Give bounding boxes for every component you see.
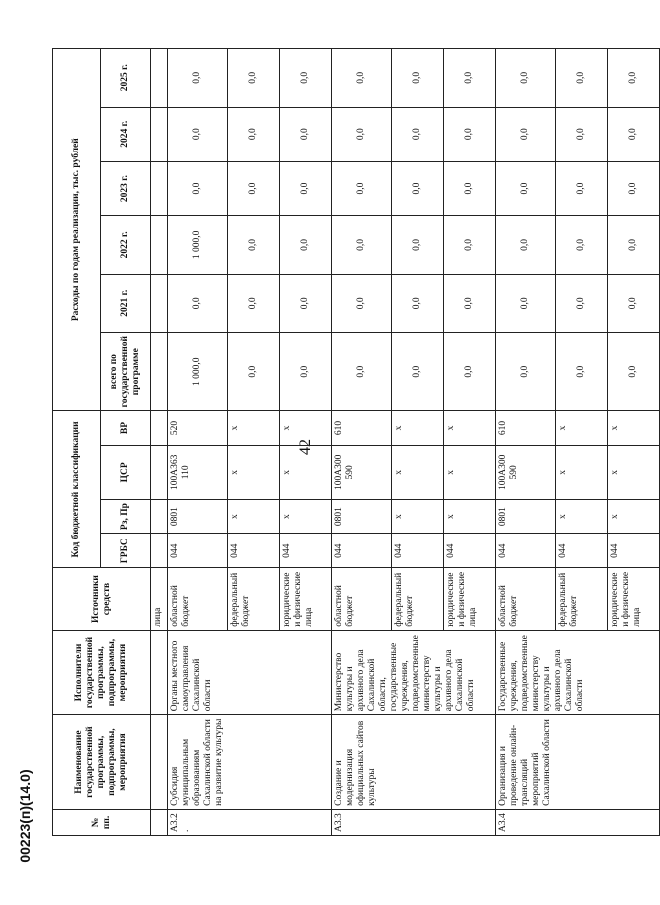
- cell-vr: х: [392, 411, 444, 445]
- cell-grbs: 044: [392, 534, 444, 568]
- cell-rzpr: 0801: [168, 499, 228, 533]
- document-stamp-code: 00223(п)(14.0): [17, 769, 33, 863]
- cell-total: 0,0: [228, 332, 280, 410]
- cell-csr: 100А363 110: [168, 445, 228, 499]
- cell-2025: 0,0: [228, 49, 280, 108]
- cell-vr: х: [608, 411, 660, 445]
- cell-grbs: 044: [332, 534, 392, 568]
- cell-2021: 0,0: [496, 274, 556, 332]
- cell-grbs: 044: [168, 534, 228, 568]
- cell-2021: 0,0: [556, 274, 608, 332]
- cell-executor: Органы местного самоуправления Сахалинской области: [168, 630, 332, 715]
- cell-2024: 0,0: [332, 107, 392, 161]
- cell-2021: 0,0: [228, 274, 280, 332]
- cell-2024: 0,0: [280, 107, 332, 161]
- cell-executor: Государственные учреждения, подведомственные министерству культуры и архивного дела Сахалинской области: [496, 630, 660, 715]
- cell-2023: 0,0: [228, 161, 280, 215]
- cell-rzpr: х: [280, 499, 332, 533]
- cell-rzpr: х: [392, 499, 444, 533]
- cell-vr: 610: [332, 411, 392, 445]
- cell-rzpr: х: [444, 499, 496, 533]
- cell-total: 0,0: [556, 332, 608, 410]
- cell-source: федеральный бюджет: [392, 568, 444, 630]
- cell-total: 0,0: [496, 332, 556, 410]
- cell-2023: 0,0: [392, 161, 444, 215]
- budget-table: [52, 48, 660, 836]
- cell-rzpr: х: [608, 499, 660, 533]
- cell-2022: 0,0: [608, 216, 660, 274]
- cell-2023: 0,0: [444, 161, 496, 215]
- cell-total: 0,0: [392, 332, 444, 410]
- cell-num: А3.4: [496, 809, 660, 835]
- cell-grbs: 044: [280, 534, 332, 568]
- cell-num: А3.3: [332, 809, 496, 835]
- cell-2022: 0,0: [332, 216, 392, 274]
- cell-csr: х: [280, 445, 332, 499]
- cell-2024: 0,0: [392, 107, 444, 161]
- cell-2024: 0,0: [168, 107, 228, 161]
- cell-2023: 0,0: [332, 161, 392, 215]
- cell-2025: 0,0: [280, 49, 332, 108]
- cell-grbs: 044: [556, 534, 608, 568]
- cell-2023: 0,0: [280, 161, 332, 215]
- cell-2023: 0,0: [556, 161, 608, 215]
- header-2021: 2021 г.: [101, 274, 151, 332]
- cell-2025: 0,0: [556, 49, 608, 108]
- header-budget-class: Код бюджетной классификации: [53, 411, 101, 568]
- cell-num: А3.2.: [168, 809, 332, 835]
- cell-vr: х: [444, 411, 496, 445]
- cell-vr: 610: [496, 411, 556, 445]
- cell-csr: х: [392, 445, 444, 499]
- cell-rzpr: 0801: [332, 499, 392, 533]
- cell-csr: х: [444, 445, 496, 499]
- cell-2021: 0,0: [280, 274, 332, 332]
- header-num: № пп.: [53, 809, 151, 835]
- cell-2021: 0,0: [608, 274, 660, 332]
- cell-csr: х: [556, 445, 608, 499]
- header-2025: 2025 г.: [101, 49, 151, 108]
- cell-source: федеральный бюджет: [228, 568, 280, 630]
- header-rzpr: Рз, Пр: [101, 499, 151, 533]
- cell-2025: 0,0: [168, 49, 228, 108]
- cell-vr: х: [556, 411, 608, 445]
- cell-source: юридические и физические лица: [608, 568, 660, 630]
- cell-2021: 0,0: [332, 274, 392, 332]
- cell-name: Создание и модернизация официальных сайтов культуры: [332, 715, 496, 810]
- header-vr: ВР: [101, 411, 151, 445]
- cell-source: областной бюджет: [332, 568, 392, 630]
- table-row: [168, 49, 228, 836]
- header-2023: 2023 г.: [101, 161, 151, 215]
- cell-name: Субсидия муниципальным образованиям Сахалинской области на развитие культуры: [168, 715, 332, 810]
- cell-csr: 100А300 590: [496, 445, 556, 499]
- cell-2025: 0,0: [444, 49, 496, 108]
- cell-grbs: 044: [228, 534, 280, 568]
- cell-2024: 0,0: [608, 107, 660, 161]
- page-number: 42: [297, 439, 314, 455]
- table-row: [332, 49, 392, 836]
- cell-total: 0,0: [444, 332, 496, 410]
- cell-2024: 0,0: [496, 107, 556, 161]
- cell-rzpr: х: [556, 499, 608, 533]
- header-expenses: Расходы по годам реализации, тыс. рублей: [53, 49, 101, 411]
- cell-total: 0,0: [608, 332, 660, 410]
- cell-total: 1 000,0: [168, 332, 228, 410]
- cell-total: 0,0: [280, 332, 332, 410]
- table-row: [496, 49, 556, 836]
- cell-2022: 0,0: [228, 216, 280, 274]
- cell-csr: х: [228, 445, 280, 499]
- cell-grbs: 044: [608, 534, 660, 568]
- cell-2022: 0,0: [280, 216, 332, 274]
- header-total: всего по государственной программе: [101, 332, 151, 410]
- cell-rzpr: х: [228, 499, 280, 533]
- cell-source: федеральный бюджет: [556, 568, 608, 630]
- cell-2022: 0,0: [444, 216, 496, 274]
- rotated-table-wrapper: [52, 48, 642, 836]
- cell-2022: 0,0: [392, 216, 444, 274]
- header-source: Источники средств: [53, 568, 151, 630]
- cell-2025: 0,0: [608, 49, 660, 108]
- cell-vr: х: [228, 411, 280, 445]
- cell-executor: Министерство культуры и архивного дела Сахалинской области, государственные учреждения, подведомственные министерству культуры и архивного дела Сахалинской области: [332, 630, 496, 715]
- cell-2023: 0,0: [168, 161, 228, 215]
- cell-2022: 0,0: [496, 216, 556, 274]
- cell-2025: 0,0: [496, 49, 556, 108]
- header-executor: Исполнители государственной программы, подпрограммы, мероприятия: [53, 630, 151, 715]
- cell-2021: 0,0: [392, 274, 444, 332]
- cell-2023: 0,0: [496, 161, 556, 215]
- cell-total: 0,0: [332, 332, 392, 410]
- header-2022: 2022 г.: [101, 216, 151, 274]
- cell-csr: х: [608, 445, 660, 499]
- cell-2022: 0,0: [556, 216, 608, 274]
- cell-2025: 0,0: [332, 49, 392, 108]
- cell-2021: 0,0: [444, 274, 496, 332]
- cell-csr: 100А300 590: [332, 445, 392, 499]
- cell-2024: 0,0: [444, 107, 496, 161]
- cell-name: Организация и проведение онлайн-трансляций мероприятий Сахалинской области: [496, 715, 660, 810]
- cell-2021: 0,0: [168, 274, 228, 332]
- cell-vr: х: [280, 411, 332, 445]
- header-grbs: ГРБС: [101, 534, 151, 568]
- cell-source: областной бюджет: [168, 568, 228, 630]
- cell-vr: 520: [168, 411, 228, 445]
- cell-2023: 0,0: [608, 161, 660, 215]
- table-row-fragment: [151, 49, 168, 836]
- header-2024: 2024 г.: [101, 107, 151, 161]
- header-name: Наименование государственной программы, подпрограммы, мероприятия: [53, 715, 151, 810]
- cell-2024: 0,0: [228, 107, 280, 161]
- cell-source: областной бюджет: [496, 568, 556, 630]
- cell-2025: 0,0: [392, 49, 444, 108]
- cell-2022: 1 000,0: [168, 216, 228, 274]
- cell-source: юридические и физические лица: [280, 568, 332, 630]
- cell-grbs: 044: [444, 534, 496, 568]
- cell-grbs: 044: [496, 534, 556, 568]
- cell-2024: 0,0: [556, 107, 608, 161]
- cell-source: юридические и физические лица: [444, 568, 496, 630]
- header-csr: ЦСР: [101, 445, 151, 499]
- cell-rzpr: 0801: [496, 499, 556, 533]
- fragment-source: лица: [151, 568, 168, 630]
